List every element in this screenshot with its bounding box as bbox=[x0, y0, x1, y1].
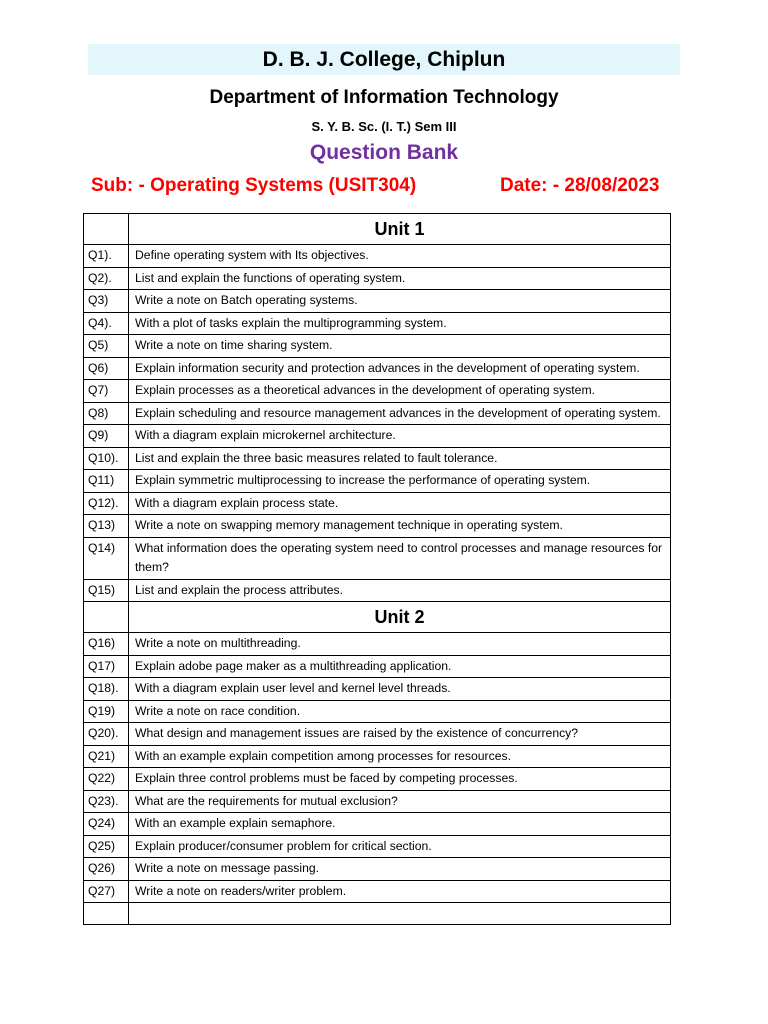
table-row bbox=[84, 335, 671, 358]
table-row bbox=[84, 447, 671, 470]
question-number: Q5) bbox=[84, 335, 129, 358]
question-text: With a plot of tasks explain the multiprogramming system. bbox=[129, 312, 671, 335]
question-number: Q17) bbox=[84, 655, 129, 678]
question-number: Q1). bbox=[84, 245, 129, 268]
table-row bbox=[84, 515, 671, 538]
table-row bbox=[84, 290, 671, 313]
question-text: What information does the operating system need to control processes and manage resources for them? bbox=[129, 537, 671, 579]
table-row bbox=[84, 267, 671, 290]
question-text: List and explain the three basic measures related to fault tolerance. bbox=[129, 447, 671, 470]
college-name: D. B. J. College, Chiplun bbox=[262, 47, 506, 71]
question-text: With a diagram explain user level and kernel level threads. bbox=[129, 678, 671, 701]
question-text: Explain scheduling and resource management advances in the development of operating system. bbox=[129, 402, 671, 425]
semester-label: S. Y. B. Sc. (I. T.) Sem III bbox=[311, 119, 457, 134]
question-text: With a diagram explain microkernel architecture. bbox=[129, 425, 671, 448]
question-number: Q19) bbox=[84, 700, 129, 723]
question-number: Q26) bbox=[84, 858, 129, 881]
question-text: Write a note on readers/writer problem. bbox=[129, 880, 671, 903]
question-number: Q18). bbox=[84, 678, 129, 701]
table-row bbox=[84, 579, 671, 602]
question-number: Q15) bbox=[84, 579, 129, 602]
question-text: List and explain the process attributes. bbox=[129, 579, 671, 602]
question-number: Q9) bbox=[84, 425, 129, 448]
question-number: Q21) bbox=[84, 745, 129, 768]
table-row bbox=[84, 425, 671, 448]
empty-row bbox=[84, 903, 671, 925]
question-number: Q6) bbox=[84, 357, 129, 380]
question-text: Explain processes as a theoretical advances in the development of operating system. bbox=[129, 380, 671, 403]
question-number: Q2). bbox=[84, 267, 129, 290]
table-row bbox=[84, 245, 671, 268]
table-row bbox=[84, 700, 671, 723]
table-row bbox=[84, 357, 671, 380]
empty-cell bbox=[84, 903, 129, 925]
unit-header-blank-cell bbox=[84, 602, 129, 633]
table-row bbox=[84, 723, 671, 746]
question-number: Q8) bbox=[84, 402, 129, 425]
question-table bbox=[83, 213, 671, 925]
department-name: Department of Information Technology bbox=[209, 87, 559, 108]
question-number: Q10). bbox=[84, 447, 129, 470]
table-row bbox=[84, 655, 671, 678]
subject-label: Sub: - Operating Systems (USIT304) bbox=[91, 175, 417, 196]
question-number: Q27) bbox=[84, 880, 129, 903]
document-title: Question Bank bbox=[309, 141, 459, 164]
question-text: Write a note on multithreading. bbox=[129, 633, 671, 656]
table-row bbox=[84, 813, 671, 836]
question-text: List and explain the functions of operating system. bbox=[129, 267, 671, 290]
question-number: Q23). bbox=[84, 790, 129, 813]
question-text: Explain information security and protection advances in the development of operating system. bbox=[129, 357, 671, 380]
table-row bbox=[84, 402, 671, 425]
table-row bbox=[84, 380, 671, 403]
question-text: Explain symmetric multiprocessing to increase the performance of operating system. bbox=[129, 470, 671, 493]
question-number: Q7) bbox=[84, 380, 129, 403]
question-text: What design and management issues are raised by the existence of concurrency? bbox=[129, 723, 671, 746]
table-row bbox=[84, 537, 671, 579]
date-label: Date: - 28/08/2023 bbox=[500, 175, 660, 196]
table-row bbox=[84, 880, 671, 903]
unit-header-row bbox=[84, 602, 671, 633]
table-row bbox=[84, 312, 671, 335]
unit-header-blank-cell bbox=[84, 214, 129, 245]
question-text: Explain three control problems must be faced by competing processes. bbox=[129, 768, 671, 791]
table-row bbox=[84, 470, 671, 493]
question-text: Explain producer/consumer problem for critical section. bbox=[129, 835, 671, 858]
question-number: Q16) bbox=[84, 633, 129, 656]
question-number: Q22) bbox=[84, 768, 129, 791]
question-text: Write a note on message passing. bbox=[129, 858, 671, 881]
unit-heading: Unit 2 bbox=[129, 602, 671, 633]
table-row bbox=[84, 633, 671, 656]
table-row bbox=[84, 745, 671, 768]
question-number: Q3) bbox=[84, 290, 129, 313]
question-text: What are the requirements for mutual exclusion? bbox=[129, 790, 671, 813]
table-row bbox=[84, 835, 671, 858]
question-number: Q13) bbox=[84, 515, 129, 538]
question-number: Q11) bbox=[84, 470, 129, 493]
table-row bbox=[84, 858, 671, 881]
table-row bbox=[84, 678, 671, 701]
question-number: Q25) bbox=[84, 835, 129, 858]
question-text: With an example explain competition among processes for resources. bbox=[129, 745, 671, 768]
question-text: Write a note on swapping memory management technique in operating system. bbox=[129, 515, 671, 538]
question-number: Q20). bbox=[84, 723, 129, 746]
question-text: Define operating system with Its objectives. bbox=[129, 245, 671, 268]
college-banner bbox=[88, 44, 680, 75]
question-text: Write a note on race condition. bbox=[129, 700, 671, 723]
empty-cell bbox=[129, 903, 671, 925]
question-text: With a diagram explain process state. bbox=[129, 492, 671, 515]
question-text: With an example explain semaphore. bbox=[129, 813, 671, 836]
unit-header-row bbox=[84, 214, 671, 245]
table-row bbox=[84, 768, 671, 791]
question-text: Write a note on time sharing system. bbox=[129, 335, 671, 358]
table-row bbox=[84, 492, 671, 515]
unit-heading: Unit 1 bbox=[129, 214, 671, 245]
table-row bbox=[84, 790, 671, 813]
question-text: Write a note on Batch operating systems. bbox=[129, 290, 671, 313]
question-number: Q24) bbox=[84, 813, 129, 836]
question-number: Q4). bbox=[84, 312, 129, 335]
question-number: Q14) bbox=[84, 537, 129, 579]
question-text: Explain adobe page maker as a multithreading application. bbox=[129, 655, 671, 678]
question-number: Q12). bbox=[84, 492, 129, 515]
